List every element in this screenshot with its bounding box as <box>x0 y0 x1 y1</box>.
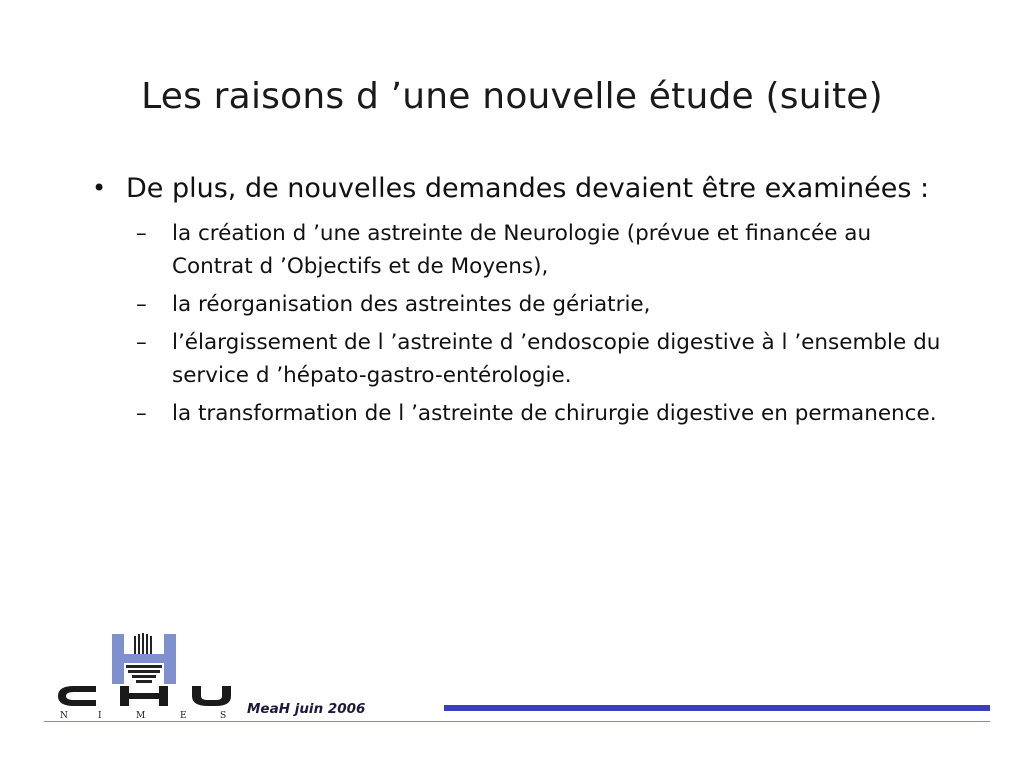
footer-date-label: MeaH juin 2006 <box>247 701 366 717</box>
sub-bullet-text: la réorganisation des astreintes de gériatrie, <box>172 292 651 317</box>
sub-bullet-marker: – <box>136 401 147 426</box>
sub-bullet-text: l’élargissement de l ’astreinte d ’endoscopie digestive à l ’ensemble du service d ’hépato-gastro-entérologie. <box>172 330 941 388</box>
svg-text:M: M <box>136 711 146 721</box>
sub-bullet-item <box>92 397 952 430</box>
sub-bullet-item <box>92 217 952 283</box>
chu-nimes-logo-icon <box>56 632 232 724</box>
sub-bullet-marker: – <box>136 330 147 355</box>
sub-bullet-item <box>92 288 952 321</box>
sub-bullet-text: la transformation de l ’astreinte de chirurgie digestive en permanence. <box>172 401 937 426</box>
slide-content <box>92 170 972 435</box>
svg-text:E: E <box>180 711 187 721</box>
footer-divider <box>44 721 990 722</box>
footer-accent-bar <box>444 705 990 711</box>
main-bullet <box>92 170 972 207</box>
bullet-marker: • <box>92 174 107 202</box>
sub-bullet-marker: – <box>136 221 147 246</box>
sub-bullet-text: la création d ’une astreinte de Neurologie (prévue et financée au Contrat d ’Objectifs et de Moyens), <box>172 221 872 279</box>
sub-bullet-marker: – <box>136 292 147 317</box>
slide-title: Les raisons d ’une nouvelle étude (suite) <box>141 76 883 117</box>
sub-bullet-list <box>92 217 972 430</box>
sub-bullet-item <box>92 326 952 392</box>
svg-text:I: I <box>98 711 102 721</box>
main-bullet-text: De plus, de nouvelles demandes devaient être examinées : <box>126 173 930 204</box>
svg-text:N: N <box>60 711 68 721</box>
svg-text:S: S <box>220 711 227 721</box>
